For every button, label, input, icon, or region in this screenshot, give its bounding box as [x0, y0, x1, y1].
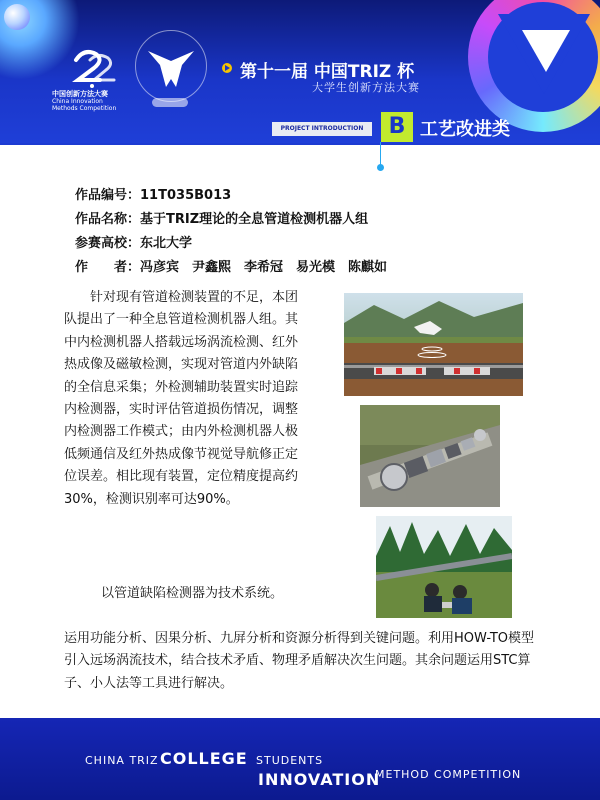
field-test-photo	[376, 516, 512, 618]
divider-line	[380, 142, 381, 166]
analysis-paragraph: 运用功能分析、因果分析、九屏分析和资源分析得到关键问题。利用HOW-TO模型引入远场涡流技术，结合技术矛盾、物理矛盾解决次生问题。其余问题运用STC算子、小人法等工具进行解决。	[64, 631, 535, 691]
category-label: 工艺改进类	[420, 119, 510, 140]
divider-dot	[377, 164, 384, 171]
project-info	[75, 184, 555, 280]
header-banner	[0, 0, 600, 145]
info-name: 作品名称：基于TRIZ理论的全息管道检测机器人组	[75, 212, 369, 227]
cimc-logo-text: 中国创新方法大赛 China Innovation Methods Competition	[52, 90, 117, 112]
footer-word-china-triz: CHINA TRIZ	[85, 754, 159, 767]
orb-decoration	[4, 4, 30, 30]
info-id: 作品编号：11T035B013	[75, 188, 232, 203]
triz-emblem-icon	[135, 30, 207, 102]
system-paragraph: 以管道缺陷检测器为技术系统。	[75, 586, 284, 601]
project-introduction-tab: PROJECT INTRODUCTION	[272, 122, 372, 136]
emblem-ribbon	[152, 98, 188, 107]
pipeline-illustration-image	[344, 293, 523, 396]
footer-word-college: COLLEGE	[160, 749, 248, 768]
competition-title: 第十一届 中国TRIZ 杯	[240, 62, 415, 82]
play-icon	[222, 63, 232, 73]
description-paragraph: 针对现有管道检测装置的不足，本团队提出了一种全息管道检测机器人组。其中内检测机器人搭载远场涡流检测、红外热成像及磁敏检测，实现对管道内外缺陷的全信息采集；外检测辅助装置实时追踪内检测器，实时评估管道损伤情况，调整内检测器工作模式；由内外检测机器人极低频通信及红外热成像节视觉导航修正定位误差。相比现有装置，定位精度提高约30%，检测识别率可达90%。	[64, 290, 299, 507]
category-badge: B	[381, 112, 413, 142]
footer-word-students: STUDENTS	[256, 754, 324, 767]
footer-banner	[0, 718, 600, 800]
robot-prototype-photo	[360, 405, 500, 507]
cimc-logo-icon	[68, 46, 118, 90]
footer-word-innovation: INNOVATION	[258, 770, 381, 789]
info-school: 参赛高校：东北大学	[75, 236, 193, 251]
footer-word-method-competition: METHOD COMPETITION	[375, 768, 522, 781]
info-authors: 作 者：冯彦宾 尹鑫熙 李希冠 易光模 陈麒如	[75, 260, 388, 275]
competition-subtitle: 大学生创新方法大赛	[312, 81, 420, 94]
